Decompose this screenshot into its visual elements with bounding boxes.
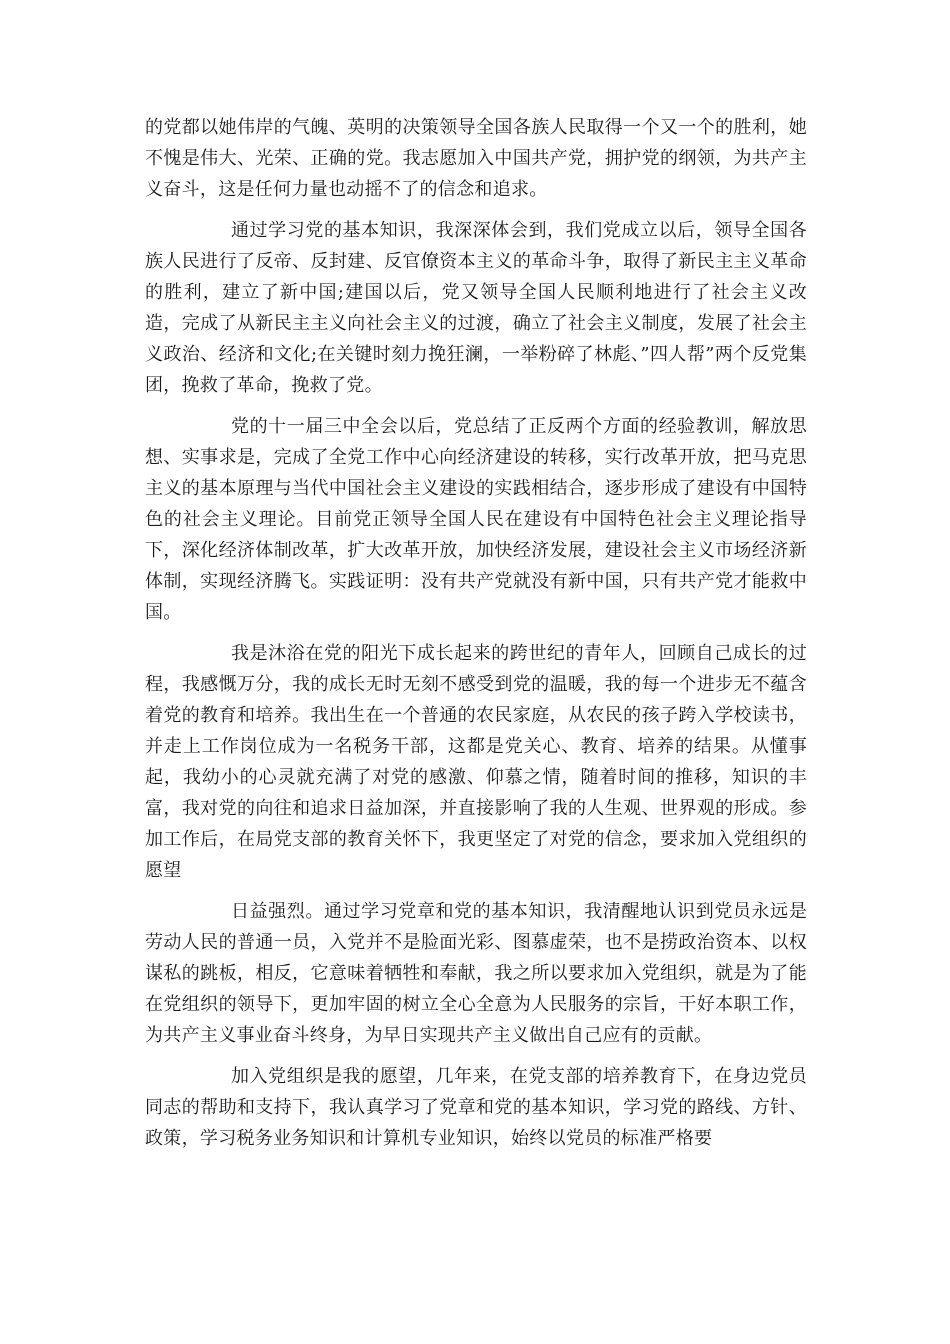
paragraph-3: 党的十一届三中全会以后，党总结了正反两个方面的经验教训，解放思想、实事求是，完成了全党工作中心向经济建设的转移，实行改革开放，把马克思主义的基本原理与当代中国社会主义建设的实践相结合，逐步形成了建设有中国特色的社会主义理论。目前党正领导全国人民在建设有中国特色社会主义理论指导下，深化经济体制改革，扩大改革开放，加快经济发展，建设社会主义市场经济新体制，实现经济腾飞。实践证明：没有共产党就没有新中国，只有共产党才能救中国。 (145, 416, 807, 623)
paragraph-1: 的党都以她伟岸的气魄、英明的决策领导全国各族人民取得一个又一个的胜利，她不愧是伟大、光荣、正确的党。我志愿加入中国共产党，拥护党的纲领，为共产主义奋斗，这是任何力量也动摇不了的信念和追求。 (145, 117, 807, 200)
paragraph-5: 日益强烈。通过学习党章和党的基本知识，我清醒地认识到党员永远是劳动人民的普通一员，入党并不是脸面光彩、图慕虚荣，也不是捞政治资本、以权谋私的跳板，相反，它意味着牺牲和奉献，我之所以要求加入党组织，就是为了能在党组织的领导下，更加牢固的树立全心全意为人民服务的宗旨，干好本职工作，为共产主义事业奋斗终身，为早日实现共产主义做出自己应有的贡献。 (145, 901, 807, 1046)
paragraph-2: 通过学习党的基本知识，我深深体会到，我们党成立以后，领导全国各族人民进行了反帝、反封建、反官僚资本主义的革命斗争，取得了新民主主义革命的胜利，建立了新中国;建国以后，党又领导全国人民顺利地进行了社会主义改造，完成了从新民主主义向社会主义的过渡，确立了社会主义制度，发展了社会主义政治、经济和文化;在关键时刻力挽狂澜，一举粉碎了林彪、”四人帮”两个反党集团，挽救了革命，挽救了党。 (145, 220, 807, 396)
document-body (145, 112, 807, 1164)
paragraph-6: 加入党组织是我的愿望，几年来，在党支部的培养教育下，在身边党员同志的帮助和支持下，我认真学习了党章和党的基本知识，学习党的路线、方针、政策，学习税务业务知识和计算机专业知识，始终以党员的标准严格要 (145, 1066, 807, 1149)
paragraph-4: 我是沐浴在党的阳光下成长起来的跨世纪的青年人，回顾自己成长的过程，我感慨万分，我的成长无时无刻不感受到党的温暖，我的每一个进步无不蕴含着党的教育和培养。我出生在一个普通的农民家庭，从农民的孩子跨入学校读书，并走上工作岗位成为一名税务干部，这都是党关心、教育、培养的结果。从懂事起，我幼小的心灵就充满了对党的感激、仰慕之情，随着时间的推移，知识的丰富，我对党的向往和追求日益加深，并直接影响了我的人生观、世界观的形成。参加工作后，在局党支部的教育关怀下，我更坚定了对党的信念，要求加入党组织的愿望 (145, 643, 807, 881)
